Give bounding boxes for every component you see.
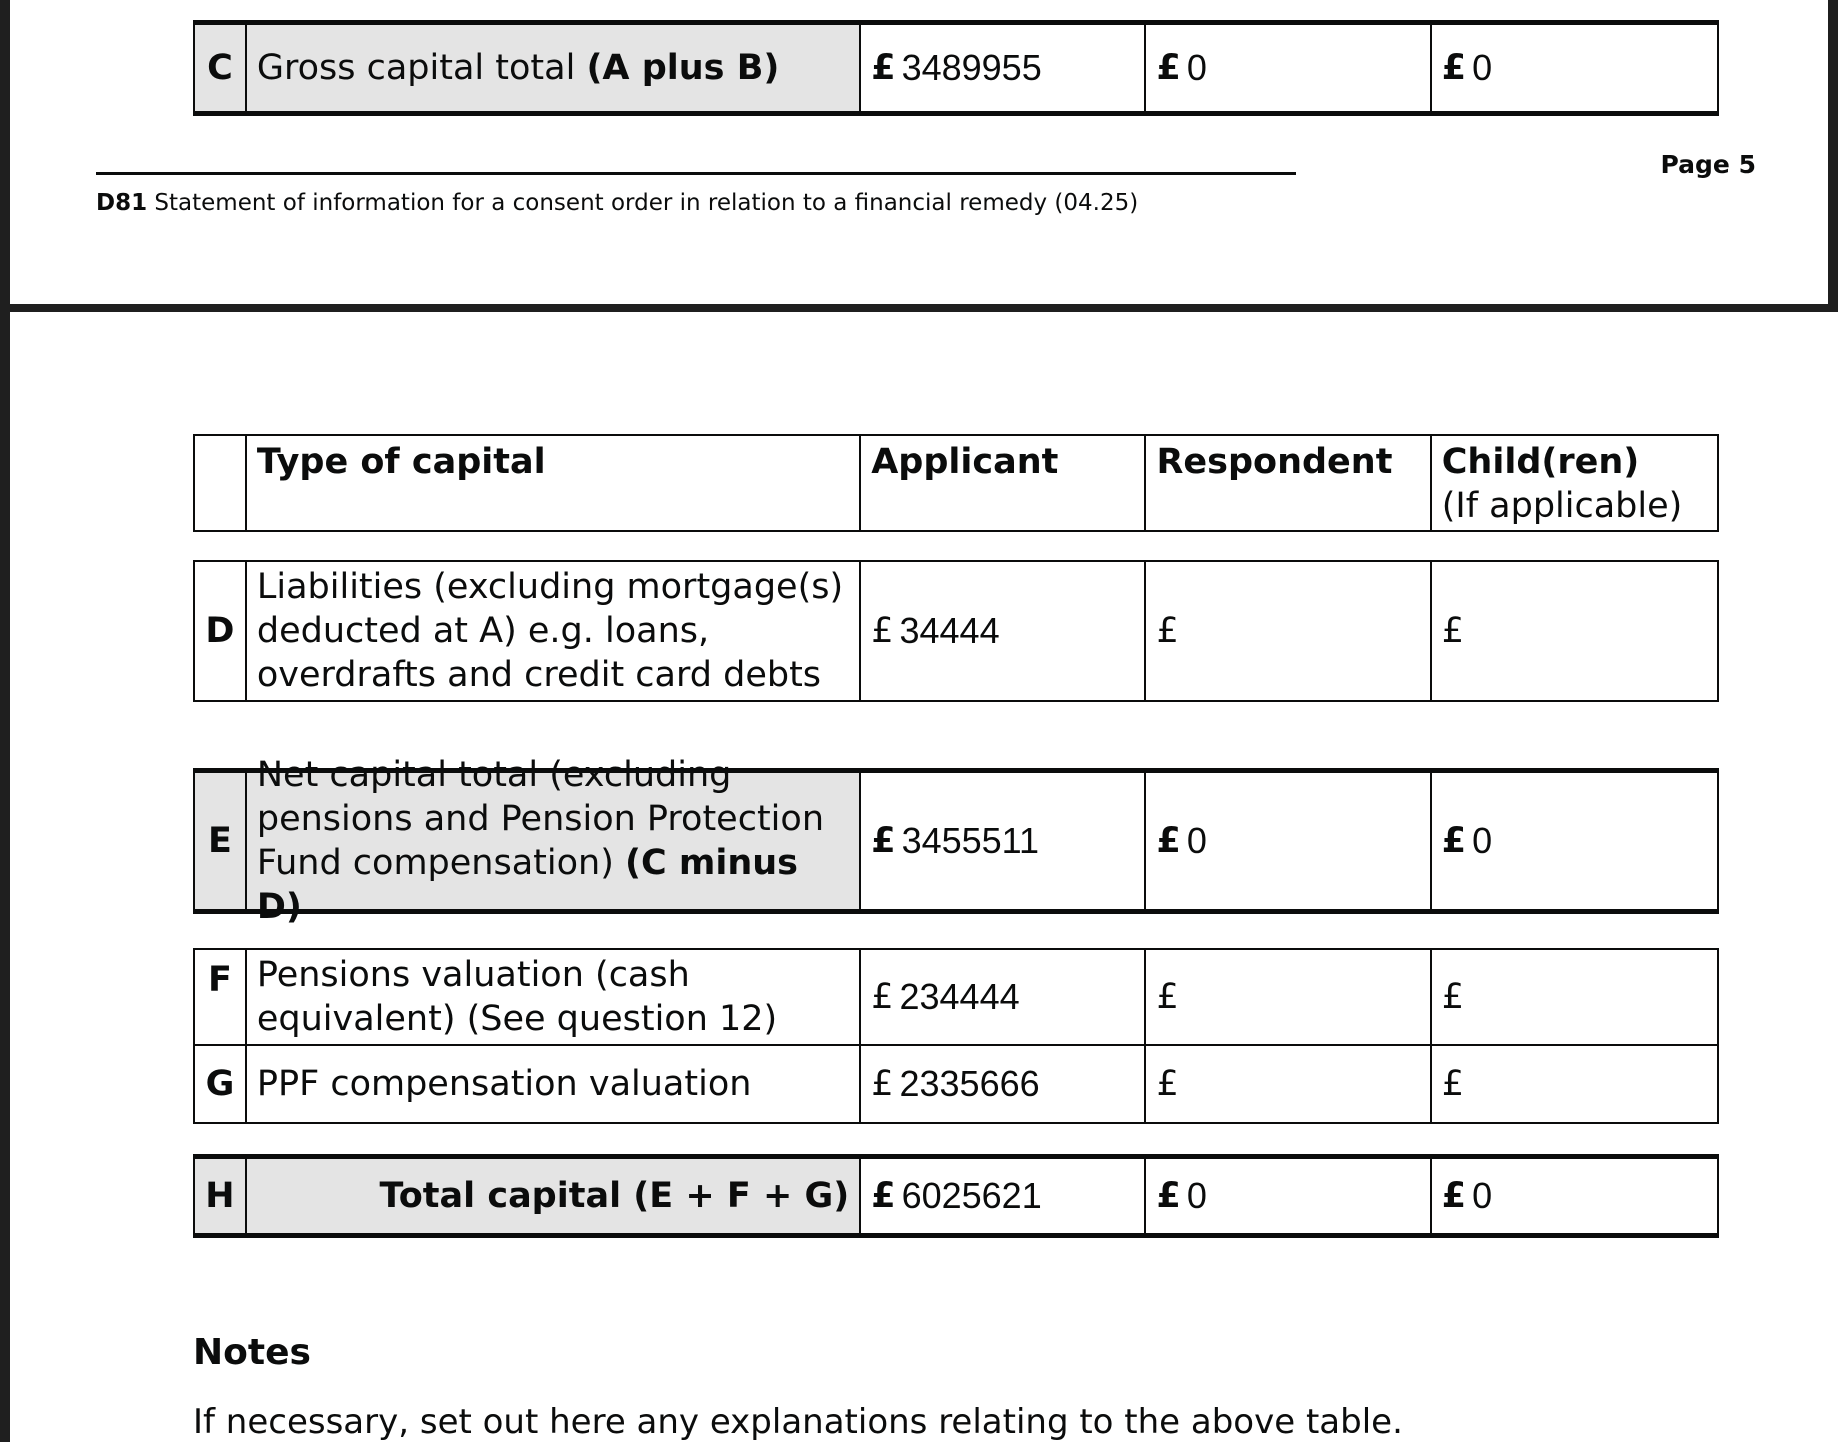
row-label-text: Net capital total (excluding pensions and Pension Protection Fund compensation) [256,755,825,883]
children-amount-field[interactable] [1432,1159,1717,1233]
row-label-text: Gross capital total [256,48,576,88]
form-page-5 [10,312,1838,1442]
header-applicant: Applicant [861,436,1146,530]
respondent-value: 0 [1186,820,1207,861]
row-label [247,755,861,927]
pound-sign: £ [1441,48,1467,88]
header-type: Type of capital [247,436,861,530]
row-e [193,755,1719,927]
applicant-value: 234444 [899,976,1020,1017]
header-children-label: Child(ren) [1441,442,1640,482]
page-number: Page 5 [1660,150,1756,179]
pound-sign: £ [871,1064,894,1104]
applicant-amount-field[interactable] [861,950,1146,1044]
row-c [193,20,1719,116]
applicant-amount-field[interactable] [861,773,1146,909]
children-amount-field[interactable] [1432,562,1717,700]
row-label: PPF compensation valuation [247,1046,861,1122]
row-label [247,25,861,111]
notes-heading: Notes [193,1332,311,1373]
pound-sign: £ [1441,821,1467,861]
total-capital-table [193,1154,1719,1238]
respondent-amount-field[interactable] [1146,773,1431,909]
applicant-value: 3455511 [901,820,1040,861]
children-value: 0 [1472,47,1493,88]
row-letter: D [195,562,247,700]
applicant-value: 6025621 [901,1175,1042,1216]
row-g [193,1044,1719,1124]
pound-sign: £ [871,1176,896,1216]
pound-sign: £ [1441,611,1465,651]
pound-sign: £ [1156,611,1179,651]
children-value: 0 [1472,1175,1493,1216]
header-children [1432,436,1717,530]
pound-sign: £ [1156,1176,1181,1216]
gross-capital-table [193,20,1719,116]
capital-header-table [193,434,1719,532]
respondent-value: 0 [1186,47,1207,88]
pound-sign: £ [1156,1064,1179,1104]
form-title: Statement of information for a consent order in relation to a financial remedy (04.25) [147,190,1139,216]
applicant-amount-field[interactable] [861,1046,1146,1122]
pound-sign: £ [1156,977,1179,1017]
children-amount-field[interactable] [1432,773,1717,909]
row-label: Total capital (E + F + G) [247,1159,861,1233]
pound-sign: £ [1441,1064,1465,1104]
footer-divider [96,172,1296,175]
net-capital-table [193,755,1719,927]
pound-sign: £ [1441,977,1465,1017]
pensions-table [193,948,1719,1124]
applicant-value: 34444 [899,610,1000,651]
pound-sign: £ [1156,48,1181,88]
row-f [193,948,1719,1044]
respondent-amount-field[interactable] [1146,562,1431,700]
pound-sign: £ [1156,821,1181,861]
row-label: Liabilities (excluding mortgage(s) deducted at A) e.g. loans, overdrafts and credit card debts [247,562,861,700]
footer-form-title [96,188,1138,218]
row-label-bold: (A plus B) [586,48,780,88]
row-letter: E [195,773,247,909]
row-letter: C [195,25,247,111]
row-letter: F [195,950,247,1044]
respondent-value: 0 [1186,1175,1207,1216]
applicant-amount-field[interactable] [861,25,1146,111]
pound-sign: £ [871,821,896,861]
respondent-amount-field[interactable] [1146,1046,1431,1122]
pound-sign: £ [871,977,894,1017]
children-amount-field[interactable] [1432,1046,1717,1122]
pound-sign: £ [1441,1176,1467,1216]
form-page-4 [10,0,1828,304]
header-blank [195,436,247,530]
respondent-amount-field[interactable] [1146,1159,1431,1233]
notes-instruction: If necessary, set out here any explanations relating to the above table. [193,1402,1403,1442]
children-amount-field[interactable] [1432,25,1717,111]
liabilities-table [193,560,1719,702]
row-h [193,1154,1719,1238]
applicant-amount-field[interactable] [861,562,1146,700]
row-letter: H [195,1159,247,1233]
row-label-bold: (C minus D) [256,843,798,927]
applicant-value: 3489955 [901,47,1042,88]
children-value: 0 [1472,820,1493,861]
row-d [193,560,1719,702]
children-amount-field[interactable] [1432,950,1717,1044]
table-header-row [193,434,1719,532]
pound-sign: £ [871,611,894,651]
header-respondent: Respondent [1146,436,1431,530]
row-label: Pensions valuation (cash equivalent) (See question 12) [247,950,861,1044]
row-letter: G [195,1046,247,1122]
applicant-value: 2335666 [899,1063,1040,1104]
respondent-amount-field[interactable] [1146,950,1431,1044]
respondent-amount-field[interactable] [1146,25,1431,111]
applicant-amount-field[interactable] [861,1159,1146,1233]
form-code: D81 [96,190,148,216]
header-children-sub: (If applicable) [1441,486,1683,526]
pound-sign: £ [871,48,896,88]
